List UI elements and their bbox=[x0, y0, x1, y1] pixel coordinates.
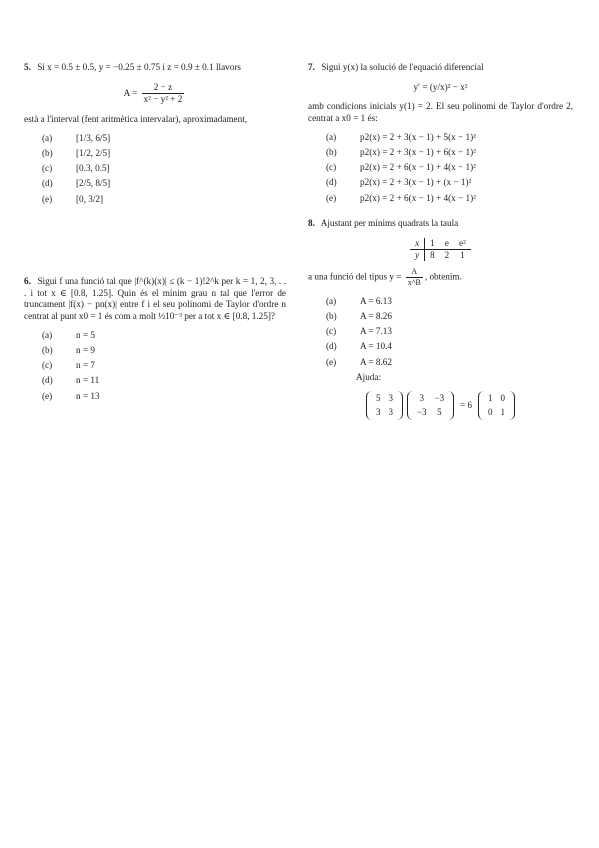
option bbox=[24, 389, 286, 404]
problem-text: amb condicions inicials y(1) = 2. El seu polinomi de Taylor d'ordre 2, centrat a x0 = 1 és: bbox=[308, 101, 573, 123]
option-value: p2(x) = 2 + 6(x − 1) + 4(x − 1)² bbox=[360, 192, 476, 203]
option bbox=[24, 177, 286, 192]
option-value: n = 13 bbox=[76, 390, 100, 401]
problem-number: 8. bbox=[308, 218, 315, 228]
option bbox=[308, 191, 573, 206]
option-value: [1/3, 6/5] bbox=[76, 132, 111, 143]
option-value: [1/2, 2/5] bbox=[76, 148, 111, 159]
fraction: $\frac{A}{x\^{}B}$ bbox=[407, 267, 421, 287]
option-label: (c) bbox=[42, 163, 53, 174]
table-cell: 1 bbox=[425, 238, 440, 250]
data-table bbox=[410, 238, 471, 262]
option bbox=[24, 161, 286, 176]
option-value: p2(x) = 2 + 3(x − 1) + 5(x − 1)² bbox=[360, 131, 476, 142]
problem-text: Sigui f una funció tal que |f^(k)(x)| ≤ (k − 1)!2^k per k = 1, 2, 3, . . . i tot x ∈ [0.8, 1.25]. Quin és el mínim grau n tal que l'error de truncament |f(x) − pn(x)| entre f i el seu polinomi de Taylor d'ordre n centrat al punt x0 = 1 és com a molt ½10⁻³ per a tot x ∈ [0.8, 1.25]? bbox=[24, 276, 287, 321]
option bbox=[308, 145, 573, 160]
matrix-equation bbox=[308, 391, 573, 420]
option-value: A = 8.26 bbox=[360, 311, 392, 322]
differential-equation: y′ = (y/x)² − x² bbox=[413, 81, 468, 92]
option bbox=[308, 294, 573, 309]
option-label: (b) bbox=[326, 147, 337, 158]
option bbox=[308, 130, 573, 145]
problem-intro: Si x = 0.5 ± 0.5, y = −0.25 ± 0.75 i z = 0.9 ± 0.1 llavors bbox=[37, 62, 241, 72]
formula-lhs: A = bbox=[123, 87, 138, 98]
option-label: (e) bbox=[326, 192, 337, 203]
problem-8 bbox=[308, 218, 573, 420]
option bbox=[308, 324, 573, 339]
option-value: [2/5, 8/5] bbox=[76, 178, 111, 189]
option bbox=[24, 374, 286, 389]
option bbox=[308, 355, 573, 370]
option-label: (c) bbox=[42, 360, 53, 371]
formula bbox=[24, 82, 286, 106]
help-label: Ajuda: bbox=[356, 371, 382, 382]
option-value: A = 6.13 bbox=[360, 295, 392, 306]
problem-number: 7. bbox=[308, 62, 315, 72]
problem-5 bbox=[24, 62, 286, 207]
problem-intro: Sigui y(x) la solució de l'equació diferencial bbox=[321, 62, 484, 72]
fraction bbox=[142, 82, 185, 106]
option bbox=[24, 343, 286, 358]
options-list bbox=[308, 294, 573, 370]
table-cell: e bbox=[440, 238, 455, 250]
option bbox=[24, 328, 286, 343]
options-list bbox=[24, 328, 286, 404]
option bbox=[308, 340, 573, 355]
equals-sign: = 6 bbox=[460, 400, 472, 411]
option-value: A = 8.62 bbox=[360, 356, 392, 367]
matrix: 3 −3 −3 5 bbox=[407, 391, 454, 420]
option-value: A = 7.13 bbox=[360, 326, 392, 337]
option-label: (a) bbox=[42, 329, 53, 340]
table-cell: e² bbox=[454, 238, 471, 250]
option-label: (c) bbox=[326, 326, 337, 337]
problem-intro: Ajustant per mínims quadrats la taula bbox=[320, 218, 459, 228]
problem-text: està a l'interval (fent aritmètica intervalar), aproximadament, bbox=[24, 113, 248, 124]
option-label: (d) bbox=[42, 178, 53, 189]
option-label: (b) bbox=[326, 311, 337, 322]
matrix: 5 3 3 3 bbox=[366, 391, 403, 420]
option bbox=[24, 131, 286, 146]
option-label: (c) bbox=[326, 162, 337, 173]
option bbox=[24, 146, 286, 161]
option-value: p2(x) = 2 + 3(x − 1) + 6(x − 1)² bbox=[360, 147, 476, 158]
option-label: (d) bbox=[326, 341, 337, 352]
option-label: (b) bbox=[42, 345, 53, 356]
problem-7 bbox=[308, 62, 573, 206]
option-value: n = 5 bbox=[76, 329, 95, 340]
option-value: p2(x) = 2 + 3(x − 1) + (x − 1)² bbox=[360, 177, 472, 188]
table-row bbox=[410, 249, 471, 261]
option bbox=[308, 309, 573, 324]
option-label: (d) bbox=[326, 177, 337, 188]
option-label: (e) bbox=[42, 390, 53, 401]
option-value: n = 7 bbox=[76, 360, 95, 371]
option-label: (e) bbox=[42, 193, 53, 204]
option-value: n = 9 bbox=[76, 345, 95, 356]
problem-6 bbox=[24, 276, 286, 404]
matrix: 1 0 0 1 bbox=[478, 391, 515, 420]
option-label: (a) bbox=[42, 132, 53, 143]
fraction-denominator: x² − y² + 2 bbox=[143, 94, 183, 104]
option bbox=[308, 160, 573, 175]
option-label: (a) bbox=[326, 295, 337, 306]
table-header: y bbox=[410, 249, 425, 261]
options-list bbox=[24, 131, 286, 207]
option-value: n = 11 bbox=[76, 375, 100, 386]
option bbox=[308, 176, 573, 191]
table-cell: 1 bbox=[460, 249, 465, 260]
table-cell: 2 bbox=[444, 249, 450, 260]
problem-text: a una funció del tipus y = $\frac{A}{x\^{}B}$ , obtenim. bbox=[308, 267, 462, 287]
option-label: (e) bbox=[326, 356, 337, 367]
option-value: [0, 3/2] bbox=[76, 193, 104, 204]
option-label: (b) bbox=[42, 148, 53, 159]
option bbox=[24, 192, 286, 207]
option bbox=[24, 358, 286, 373]
problem-number: 6. bbox=[24, 276, 31, 286]
option-label: (d) bbox=[42, 375, 53, 386]
fraction-numerator: 2 − z bbox=[142, 82, 185, 95]
option-value: p2(x) = 2 + 6(x − 1) + 4(x − 1)² bbox=[360, 162, 476, 173]
options-list bbox=[308, 130, 573, 206]
option-value: [0.3, 0.5] bbox=[76, 163, 110, 174]
problem-number: 5. bbox=[24, 62, 31, 72]
option-label: (a) bbox=[326, 131, 337, 142]
table-cell: 8 bbox=[430, 249, 435, 260]
table-header: x bbox=[410, 238, 425, 250]
option-value: A = 10.4 bbox=[360, 341, 392, 352]
table-row bbox=[410, 238, 471, 250]
